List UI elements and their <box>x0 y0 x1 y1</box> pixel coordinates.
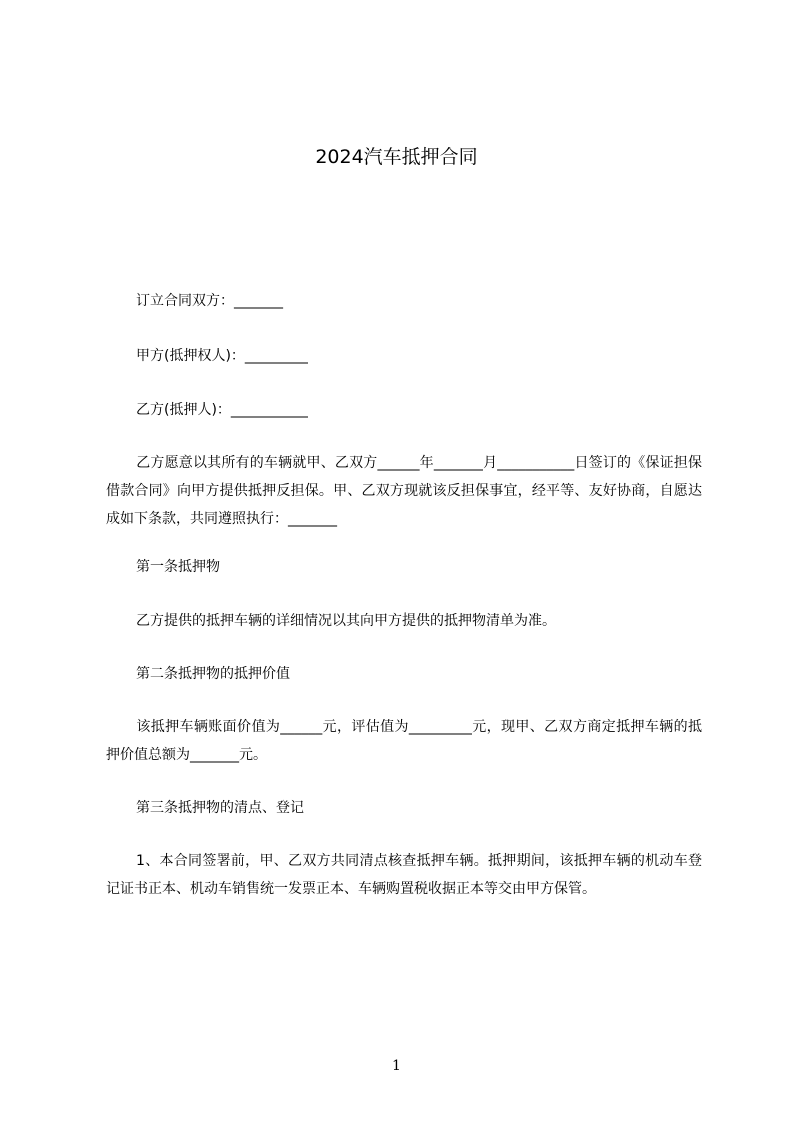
article-2-text: 该抵押车辆账面价值为______元，评估值为_________元，现甲、乙双方商定抵押车辆的抵押价值总额为_______元。 <box>106 719 702 763</box>
article-3-heading: 第三条抵押物的清点、登记 <box>136 800 304 816</box>
article-1-heading: 第一条抵押物 <box>136 559 220 575</box>
party-a-line: 甲方(抵押权人)：_________ <box>136 348 308 364</box>
document-title: 2024汽车抵押合同 <box>315 146 478 168</box>
party-b-line: 乙方(抵押人)：___________ <box>136 402 308 418</box>
article-2-heading: 第二条抵押物的抵押价值 <box>136 666 290 682</box>
parties-intro: 订立合同双方：_______ <box>136 293 283 309</box>
page-number: 1 <box>392 1058 401 1074</box>
preamble-paragraph <box>106 449 702 533</box>
article-3-item-1 <box>106 847 702 903</box>
article-3-item-1-text: 1、本合同签署前，甲、乙双方共同清点核查抵押车辆。抵押期间，该抵押车辆的机动车登记证书正本、机动车销售统一发票正本、车辆购置税收据正本等交由甲方保管。 <box>106 853 702 897</box>
article-1-text: 乙方提供的抵押车辆的详细情况以其向甲方提供的抵押物清单为准。 <box>136 613 556 629</box>
article-2-paragraph <box>106 713 702 769</box>
preamble-text: 乙方愿意以其所有的车辆就甲、乙双方______年_______月___________日签订的《保证担保借款合同》向甲方提供抵押反担保。甲、乙双方现就该反担保事宜，经平等、友好协商，自愿达成如下条款，共同遵照执行：_______ <box>106 455 702 527</box>
